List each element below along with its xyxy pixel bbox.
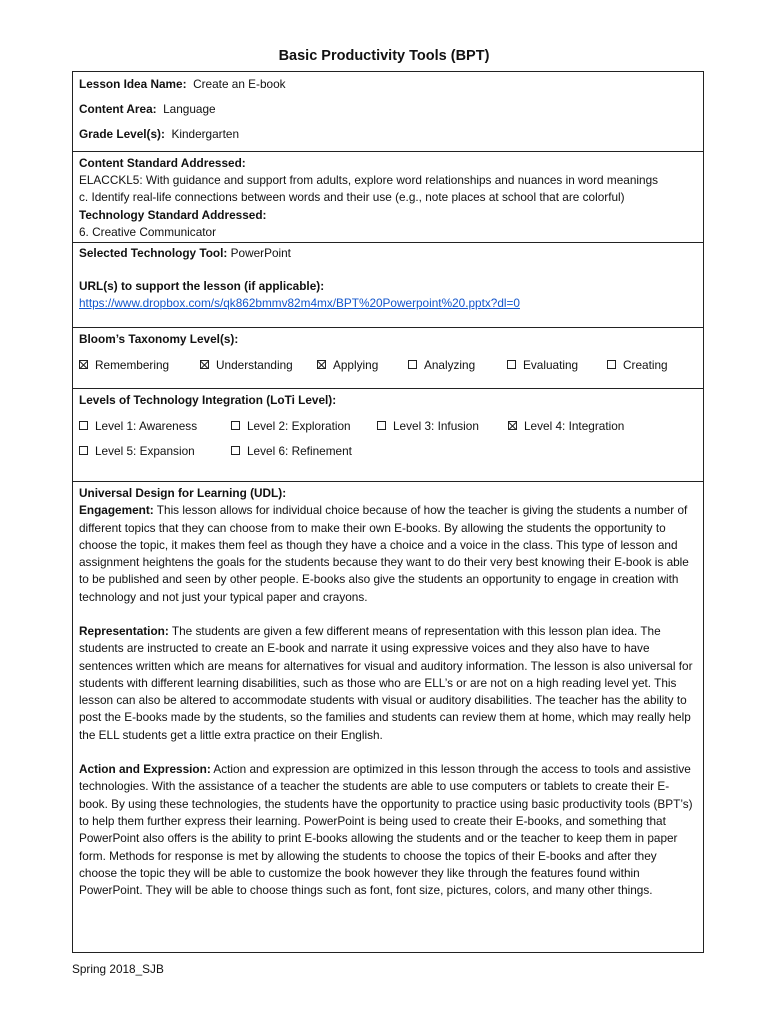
content-standard-code: ELACCKL5: bbox=[79, 173, 143, 188]
grade-level-row bbox=[79, 126, 697, 143]
action-expression-label: Action and Expression: bbox=[79, 762, 211, 777]
checkbox-icon bbox=[200, 360, 209, 369]
blooms-remembering[interactable] bbox=[79, 358, 200, 372]
lesson-name-row bbox=[79, 76, 697, 93]
checkbox-icon bbox=[231, 446, 240, 455]
tool-label: Selected Technology Tool: bbox=[79, 246, 228, 260]
checkbox-label: Level 2: Exploration bbox=[247, 418, 351, 433]
engagement-paragraph bbox=[79, 502, 697, 606]
lesson-url-link[interactable]: https://www.dropbox.com/s/qk862bmmv82m4mx/BPT%20Powerpoint%20.pptx?dl=0 bbox=[79, 296, 520, 311]
lesson-name-label: Lesson Idea Name: bbox=[79, 77, 187, 91]
checkbox-icon bbox=[377, 421, 386, 430]
checkbox-icon bbox=[79, 360, 88, 369]
action-expression-paragraph bbox=[79, 761, 697, 899]
checkbox-label: Level 3: Infusion bbox=[393, 418, 479, 433]
checkbox-icon bbox=[79, 446, 88, 455]
content-standard-desc: With guidance and support from adults, explore word relationships and nuances in word meanings bbox=[142, 173, 659, 188]
checkbox-icon bbox=[231, 421, 240, 430]
udl-label: Universal Design for Learning (UDL): bbox=[79, 486, 287, 500]
checkbox-label: Level 1: Awareness bbox=[95, 418, 198, 433]
checkbox-label: Level 4: Integration bbox=[524, 418, 625, 433]
checkbox-label: Analyzing bbox=[424, 357, 476, 372]
checkbox-label: Creating bbox=[623, 357, 668, 372]
url-label: URL(s) to support the lesson (if applicable): bbox=[79, 279, 325, 294]
checkbox-label: Level 5: Expansion bbox=[95, 443, 195, 458]
tool-section bbox=[73, 242, 703, 327]
checkbox-icon bbox=[317, 360, 326, 369]
content-standard-label: Content Standard Addressed: bbox=[79, 156, 246, 170]
checkbox-icon bbox=[79, 421, 88, 430]
tech-standard-label: Technology Standard Addressed: bbox=[79, 207, 267, 222]
loti-level-1[interactable] bbox=[79, 419, 231, 433]
content-area-label: Content Area: bbox=[79, 102, 157, 117]
loti-level-6[interactable] bbox=[231, 444, 352, 458]
blooms-analyzing[interactable] bbox=[408, 358, 507, 372]
content-standard-text bbox=[79, 172, 697, 189]
blooms-understanding[interactable] bbox=[200, 358, 317, 372]
loti-label: Levels of Technology Integration (LoTi Level): bbox=[79, 393, 337, 407]
blooms-evaluating[interactable] bbox=[507, 358, 607, 372]
lesson-plan-table bbox=[72, 71, 704, 953]
loti-section bbox=[73, 388, 703, 481]
loti-checkbox-row-2 bbox=[79, 442, 697, 459]
checkbox-label: Evaluating bbox=[523, 357, 579, 372]
checkbox-icon bbox=[508, 421, 517, 430]
tech-standard-value: 6. Creative Communicator bbox=[79, 224, 217, 239]
checkbox-icon bbox=[607, 360, 616, 369]
engagement-label: Engagement: bbox=[79, 503, 154, 518]
blooms-creating[interactable] bbox=[607, 358, 668, 372]
loti-level-2[interactable] bbox=[231, 419, 377, 433]
representation-text: The students are given a few different means of representation with this lesson plan idea. The students are instructed to create an E-book and narrate it using expressive voices and they also have to have sentences written which are means for alternatives for visual and auditory information. The lesson is also universal for students with different learning disabilities, such as those who are ELL’s or are not on a high reading level yet. This lesson can also be altered to accommodate students with visual or auditory disabilities. The teacher has the ability to post the E-books made by the students, so the families and students can review them at home, which may really help the ELL students get a little extra practice on their English. bbox=[79, 623, 693, 742]
checkbox-icon bbox=[408, 360, 417, 369]
checkbox-label: Understanding bbox=[216, 357, 293, 372]
grade-level-label: Grade Level(s): bbox=[79, 127, 165, 142]
document-title: Basic Productivity Tools (BPT) bbox=[278, 48, 490, 64]
lesson-name-value: Create an E-book bbox=[193, 77, 286, 91]
blooms-section bbox=[73, 327, 703, 388]
content-area-row bbox=[79, 101, 697, 118]
checkbox-label: Level 6: Refinement bbox=[247, 443, 352, 458]
representation-label: Representation: bbox=[79, 623, 169, 638]
lesson-info-section bbox=[73, 72, 703, 151]
tool-value: PowerPoint bbox=[227, 246, 291, 260]
loti-level-4[interactable] bbox=[508, 419, 624, 433]
engagement-text: This lesson allows for individual choice because of how the teacher is giving the students a number of different topics that they can choose from to make their own E-books. By allowing the students the opportunity to choose the topic, it makes them feel as though they have a choice and a voice in the class. This type of lesson and assignment heightens the goals for the students because they want to do their very best knowing their E-book is able to be published and seen by other people. E-books also give the students an opportunity to engage in creation with technology and not just your typical paper and crayons. bbox=[79, 503, 689, 604]
content-area-value: Language bbox=[163, 102, 216, 117]
grade-level-value: Kindergarten bbox=[171, 127, 240, 142]
standards-section bbox=[73, 151, 703, 242]
checkbox-icon bbox=[507, 360, 516, 369]
loti-level-5[interactable] bbox=[79, 444, 231, 458]
representation-paragraph bbox=[79, 623, 697, 744]
loti-checkbox-row-1 bbox=[79, 417, 697, 434]
content-standard-sub: c. Identify real-life connections between words and their use (e.g., note places at school that are colorful) bbox=[79, 190, 625, 205]
footer-text: Spring 2018_SJB bbox=[72, 962, 164, 976]
tool-row bbox=[79, 245, 697, 262]
udl-section bbox=[73, 481, 703, 952]
action-expression-text: Action and expression are optimized in this lesson through the access to tools and assistive technologies. With the assistance of a teacher the students are able to use computers or tablets to create their E-book. By using these technologies, the students have the opportunity to practice using basic productivity tools (BPT’s) to help them further express their learning. PowerPoint is being used to create their E-books, and something that PowerPoint also offers is the ability to print E-books allowing the students and or the teacher to keep them in paper form. Methods for response is met by allowing the students to choose the topics of their E-books and after they choose the topic they will be able to customize the book however they like through the features found within PowerPoint. They will be able to choose things such as font, font size, pictures, colors, and many other things. bbox=[79, 762, 693, 898]
loti-level-3[interactable] bbox=[377, 419, 508, 433]
blooms-checkbox-row bbox=[79, 356, 697, 373]
blooms-label: Bloom’s Taxonomy Level(s): bbox=[79, 332, 239, 346]
blooms-applying[interactable] bbox=[317, 358, 408, 372]
checkbox-label: Applying bbox=[333, 357, 379, 372]
checkbox-label: Remembering bbox=[95, 357, 170, 372]
